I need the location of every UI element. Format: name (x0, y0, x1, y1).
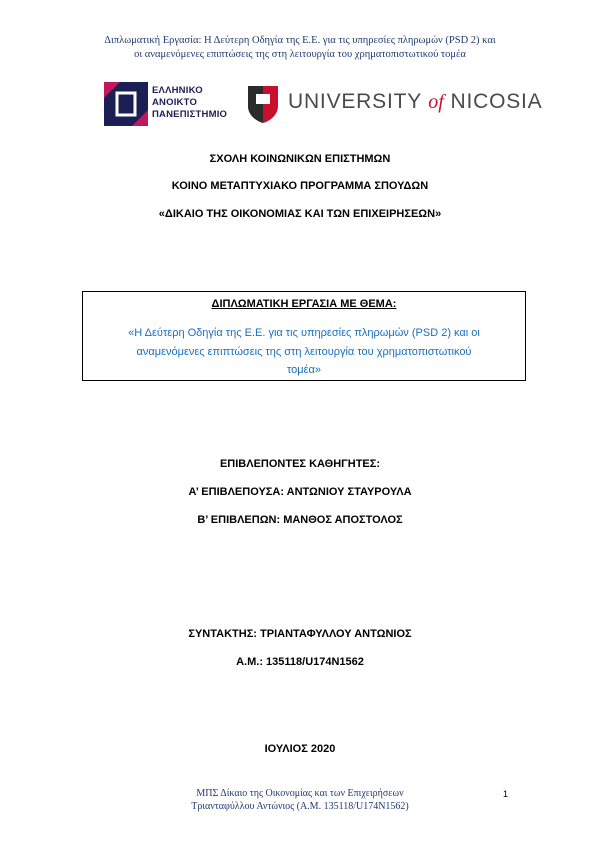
footer-line-1: ΜΠΣ Δίκαιο της Οικονομίας και των Επιχειρήσεων (196, 788, 404, 799)
unic-wordmark-of: of (428, 91, 444, 113)
page-number: 1 (503, 789, 509, 799)
supervisors-heading: ΕΠΙΒΛΕΠΟΝΤΕΣ ΚΑΘΗΓΗΤΕΣ: (219, 458, 381, 470)
footer-line-2: Τριανταφύλλου Αντώνιος (Α.Μ. 135118/U174N1562) (191, 801, 409, 812)
running-header-line-1: Διπλωματική Εργασία: Η Δεύτερη Οδηγία της Ε.Ε. για τις υπηρεσίες πληρωμών (PSD 2) και (104, 35, 496, 46)
unic-wordmark-university: UNIVERSITY (288, 90, 422, 113)
thesis-title-box (82, 291, 526, 381)
unic-shield-icon (246, 84, 280, 124)
hou-emblem-icon (104, 82, 148, 126)
author-registration-number: Α.Μ.: 135118/U174N1562 (236, 656, 364, 668)
second-supervisor: Β’ ΕΠΙΒΛΕΠΩΝ: ΜΑΝΘΟΣ ΑΠΟΣΤΟΛΟΣ (197, 514, 403, 526)
thesis-heading: ΔΙΠΛΩΜΑΤΙΚΗ ΕΡΓΑΣΙΑ ΜΕ ΘΕΜΑ: (211, 298, 397, 310)
running-header-line-2: οι αναμενόμενες επιπτώσεις της στη λειτουργία του χρηματοπιστωτικού τομέα (134, 48, 466, 60)
thesis-title-line-1: «Η Δεύτερη Οδηγία της Ε.Ε. για τις υπηρεσίες πληρωμών (PSD 2) και οι (128, 327, 480, 339)
hou-wordmark-line-1: ΕΛΛΗΝΙΚΟ (152, 85, 203, 96)
thesis-title (91, 324, 517, 380)
author-name: ΣΥΝΤΑΚΤΗΣ: ΤΡΙΑΝΤΑΦΥΛΛΟΥ ΑΝΤΩΝΙΟΣ (188, 628, 412, 640)
running-header (60, 34, 540, 61)
program-name: ΚΟΙΝΟ ΜΕΤΑΠΤΥΧΙΑΚΟ ΠΡΟΓΡΑΜΜΑ ΣΠΟΥΔΩΝ (171, 180, 429, 192)
unic-wordmark-nicosia: NICOSIA (450, 90, 543, 113)
program-track: «ΔΙΚΑΙΟ ΤΗΣ ΟΙΚΟΝΟΜΙΑΣ ΚΑΙ ΤΩΝ ΕΠΙΧΕΙΡΗΣΕΩΝ» (158, 208, 442, 220)
hellenic-open-university-logo (104, 82, 234, 126)
unic-wordmark (288, 90, 542, 114)
university-of-nicosia-logo (246, 84, 543, 126)
hou-wordmark-line-3: ΠΑΝΕΠΙΣΤΗΜΙΟ (152, 109, 228, 120)
faculty-name: ΣΧΟΛΗ ΚΟΙΝΩΝΙΚΩΝ ΕΠΙΣΤΗΜΩΝ (209, 153, 391, 165)
submission-date: ΙΟΥΛΙΟΣ 2020 (264, 743, 336, 755)
thesis-title-line-2: αναμενόμενες επιπτώσεις της στη λειτουργία του χρηματοπιστωτικού (136, 345, 472, 358)
thesis-title-line-3: τομέα» (286, 364, 322, 376)
page-footer (100, 787, 500, 813)
first-supervisor: Α’ ΕΠΙΒΛΕΠΟΥΣΑ: ΑΝΤΩΝΙΟΥ ΣΤΑΥΡΟΥΛΑ (188, 486, 412, 498)
hou-wordmark-line-2: ΑΝΟΙΚΤΟ (152, 97, 198, 108)
logo-bar (104, 82, 543, 128)
hou-wordmark (152, 85, 227, 121)
